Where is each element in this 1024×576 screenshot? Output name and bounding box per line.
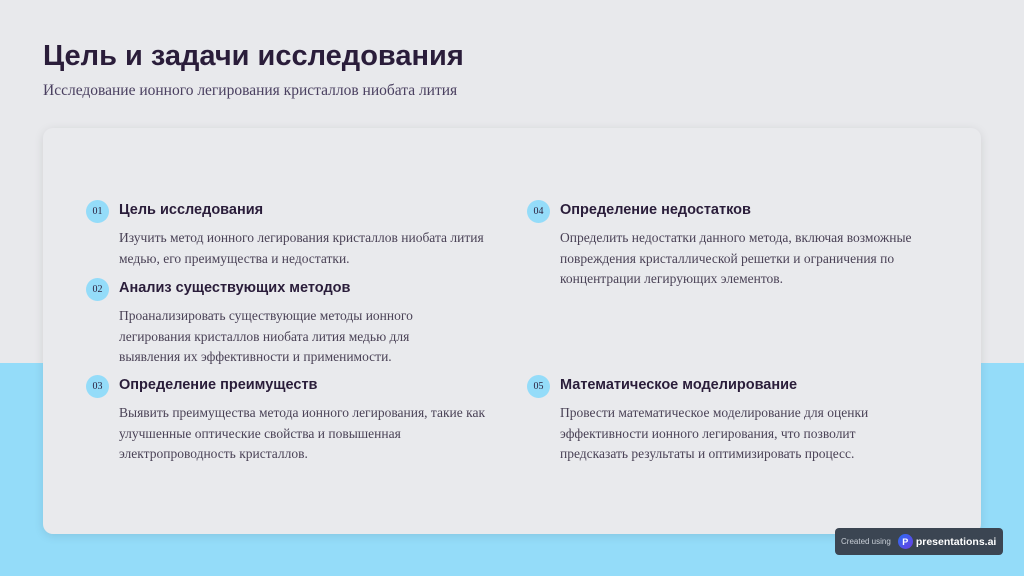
item-title: Математическое моделирование [560, 377, 798, 393]
item-description: Изучить метод ионного легирования кристаллов ниобата лития медью, его преимущества и недостатки. [119, 230, 484, 266]
item-description: Провести математическое моделирование для оценки эффективности ионного легирования, что позволит предсказать результаты и оптимизировать процесс. [560, 405, 869, 461]
item-title: Определение преимуществ [119, 377, 318, 393]
item-description: Определить недостатки данного метода, включая возможные повреждения кристаллической решетки и ограничения по концентрации легирующих элементов. [560, 230, 912, 286]
item-title: Определение недостатков [560, 202, 751, 218]
badge-created-label: Created using [841, 537, 891, 546]
item-number-badge: 04 [527, 200, 550, 223]
content-card [43, 128, 981, 534]
item-number-badge: 02 [86, 278, 109, 301]
slide-subtitle: Исследование ионного легирования кристаллов ниобата лития [43, 82, 458, 99]
item-description: Проанализировать существующие методы ионного легирования кристаллов ниобата лития медью для выявления их эффективности и применимости. [119, 308, 413, 364]
item-number-badge: 01 [86, 200, 109, 223]
item-title: Анализ существующих методов [119, 280, 351, 296]
item-title: Цель исследования [119, 202, 264, 218]
presentations-logo-icon: P [898, 534, 913, 549]
badge-brand-name: presentations.ai [915, 535, 997, 548]
item-description: Выявить преимущества метода ионного легирования, такие как улучшенные оптические свойства и повышенная электропроводность кристаллов. [119, 405, 486, 461]
presentations-ai-badge[interactable] [835, 528, 1003, 555]
item-number-badge: 05 [527, 375, 550, 398]
item-number-badge: 03 [86, 375, 109, 398]
slide-title: Цель и задачи исследования [43, 40, 464, 72]
